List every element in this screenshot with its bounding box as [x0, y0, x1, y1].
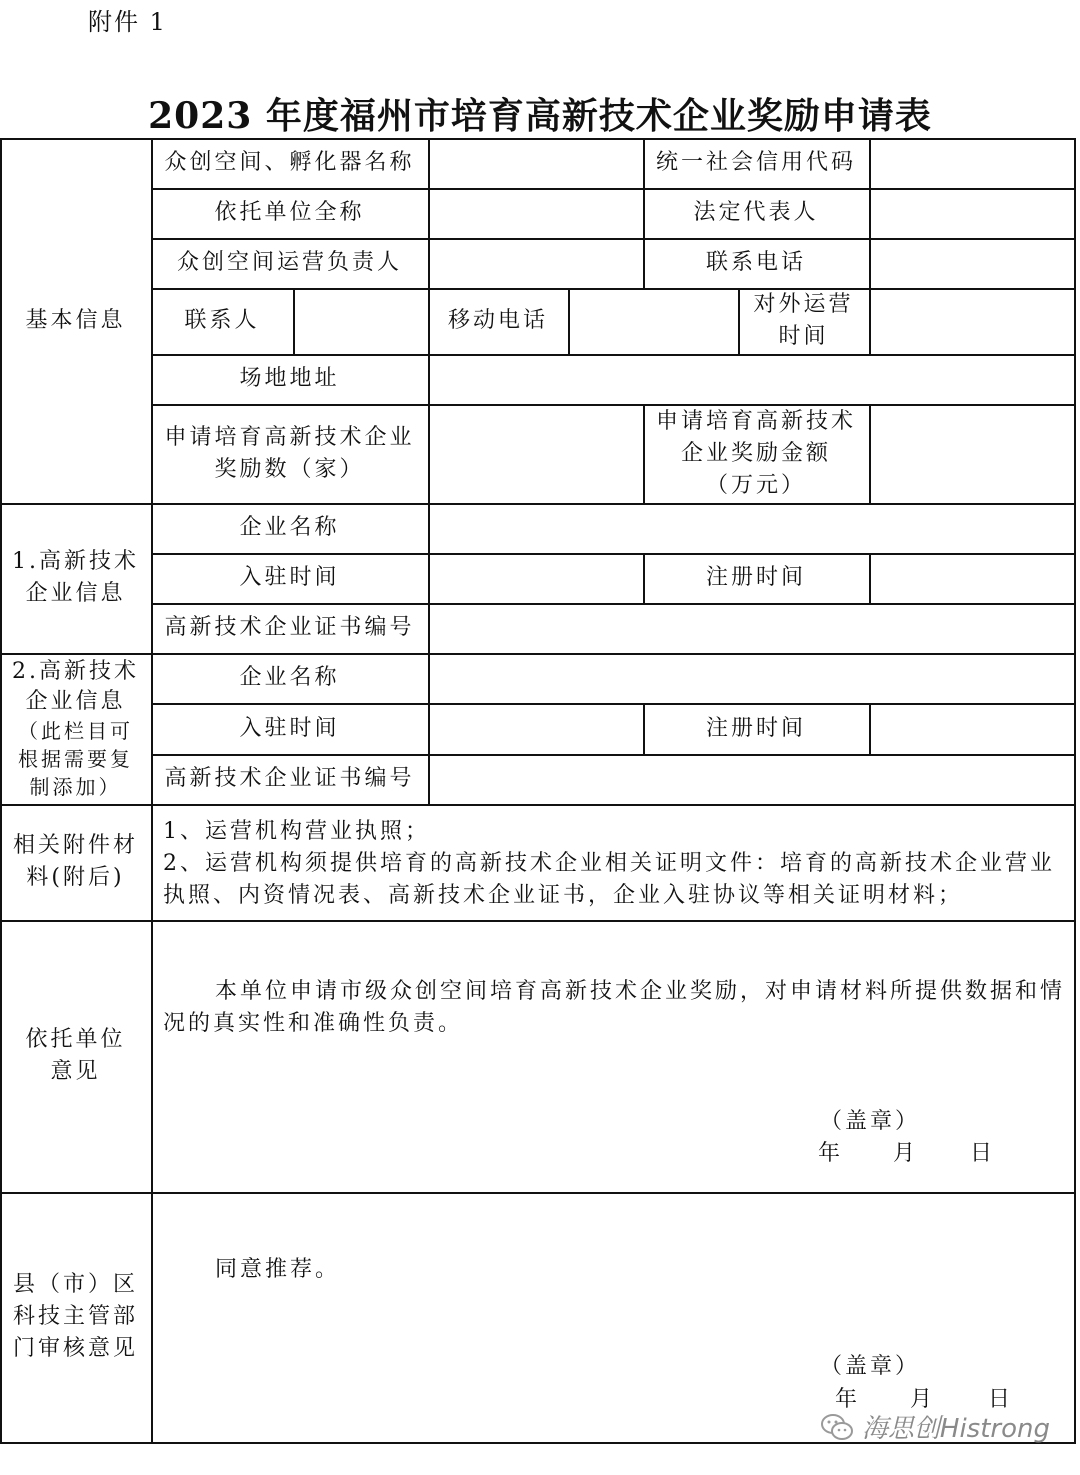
- label-enterprise-2-reg-time: 注册时间: [705, 715, 806, 741]
- label-contact: 联系人: [184, 308, 260, 333]
- section-enterprise-1: 1.高新技术 企业信息: [12, 549, 139, 606]
- section-enterprise-2: 2.高新技术 企业信息 （此栏目可 根据需要复 制添加）: [12, 658, 139, 799]
- host-stamp: （盖章）: [820, 1109, 921, 1134]
- label-mobile: 移动电话: [447, 308, 548, 333]
- label-phone: 联系电话: [705, 250, 806, 275]
- label-host-unit: 依托单位全称: [214, 200, 365, 225]
- watermark-text: 海思创Histrong: [861, 1414, 1050, 1444]
- district-date-year: 年: [835, 1387, 861, 1412]
- host-opinion-text: 本单位申请市级众创空间培育高新技术企业奖励，对申请材料所提供数据和情 况的真实性和准确性负责。: [163, 979, 1066, 1036]
- label-legal-rep: 法定代表人: [693, 200, 819, 225]
- ops-time-field[interactable]: [869, 288, 1075, 354]
- space-name-field[interactable]: [428, 138, 643, 188]
- mobile-field[interactable]: [568, 288, 738, 354]
- label-space-name: 众创空间、孵化器名称: [164, 150, 415, 175]
- award-count-field[interactable]: [428, 404, 643, 503]
- attachment-label: 附件 1: [88, 8, 167, 36]
- watermark: [820, 1408, 1050, 1445]
- district-date-month: 月: [910, 1387, 936, 1412]
- section-district-opinion: 县（市）区 科技主管部 门审核意见: [12, 1272, 138, 1361]
- host-date-month: 月: [893, 1141, 919, 1166]
- attachments-list: [163, 816, 1068, 912]
- label-enterprise-2-name: 企业名称: [239, 665, 340, 690]
- credit-code-field[interactable]: [869, 138, 1075, 188]
- label-credit-code: 统一社会信用代码: [655, 150, 856, 175]
- enterprise-1-name-field[interactable]: [428, 503, 1075, 553]
- attachment-item-1: 1、运营机构营业执照；: [163, 819, 430, 844]
- district-stamp: （盖章）: [820, 1354, 921, 1379]
- enterprise-2-entry-time-field[interactable]: [428, 703, 643, 754]
- label-enterprise-2-cert: 高新技术企业证书编号: [164, 766, 415, 791]
- label-award-count: 申请培育高新技术企业 奖励数（家）: [164, 424, 415, 482]
- enterprise-2-reg-time-field[interactable]: [869, 703, 1075, 754]
- label-award-amount: 申请培育高新技术 企业奖励金额 （万元）: [655, 408, 856, 498]
- label-enterprise-1-entry-time: 入驻时间: [239, 565, 340, 590]
- section-basic-info: 基本信息: [25, 307, 126, 333]
- enterprise-1-cert-field[interactable]: [428, 603, 1075, 653]
- award-amount-field[interactable]: [869, 404, 1075, 503]
- label-ops-time: 对外运营 时间: [753, 292, 854, 349]
- wechat-icon: [820, 1412, 854, 1442]
- enterprise-2-name-field[interactable]: [428, 653, 1075, 703]
- legal-rep-field[interactable]: [869, 188, 1075, 238]
- label-enterprise-1-cert: 高新技术企业证书编号: [164, 615, 415, 640]
- attachment-item-2: 2、运营机构须提供培育的高新技术企业相关证明文件：培育的高新技术企业营业: [163, 851, 1055, 876]
- host-date-day: 日: [970, 1141, 996, 1166]
- label-enterprise-1-name: 企业名称: [239, 515, 340, 540]
- ops-manager-field[interactable]: [428, 238, 643, 288]
- section-host-opinion: 依托单位 意见: [25, 1027, 126, 1084]
- label-ops-manager: 众创空间运营负责人: [176, 250, 402, 275]
- label-address: 场地地址: [239, 366, 340, 391]
- label-enterprise-2-entry-time: 入驻时间: [239, 715, 340, 741]
- enterprise-2-cert-field[interactable]: [428, 754, 1075, 804]
- form-title: 2023 年度福州市培育高新技术企业奖励申请表: [148, 95, 932, 137]
- section-attachments: 相关附件材 料(附后): [12, 833, 138, 890]
- contact-field[interactable]: [293, 288, 428, 354]
- district-opinion-text: 同意推荐。: [215, 1257, 341, 1282]
- enterprise-1-reg-time-field[interactable]: [869, 553, 1075, 603]
- attachment-item-2-cont: 执照、内资情况表、高新技术企业证书，企业入驻协议等相关证明材料；: [163, 883, 964, 908]
- address-field[interactable]: [428, 354, 1075, 404]
- host-date-year: 年: [818, 1141, 844, 1166]
- district-date-day: 日: [988, 1387, 1014, 1412]
- label-enterprise-1-reg-time: 注册时间: [705, 565, 806, 590]
- enterprise-1-entry-time-field[interactable]: [428, 553, 643, 603]
- host-unit-field[interactable]: [428, 188, 643, 238]
- phone-field[interactable]: [869, 238, 1075, 288]
